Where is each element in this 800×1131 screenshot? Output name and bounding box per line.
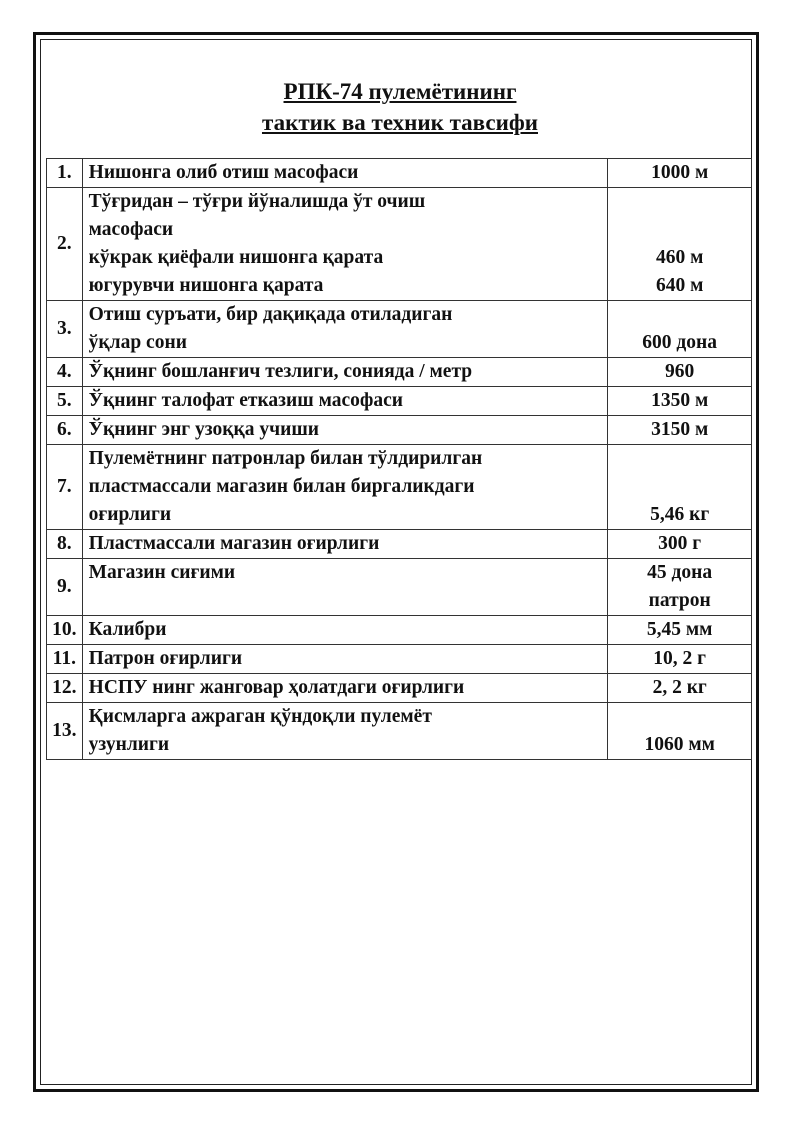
value-line: 45 дона [647,562,713,583]
value-line: 1350 м [651,390,709,411]
title-line-2: тактик ва техник тавсифи [261,110,538,135]
value-line: 3150 м [651,419,709,440]
title-line-1: РПК-74 пулемётининг [283,79,517,104]
row-value [608,530,752,559]
value-line: 460 м [655,247,704,268]
row-number: 12. [47,674,83,703]
description-line: узунлиги [88,734,170,755]
specifications-table [46,158,752,760]
row-value [608,416,752,445]
description-line: Қисмларга ажраган қўндоқли пулемёт [88,706,432,727]
description-line: Ўқнинг энг узоққа учиши [88,419,320,440]
description-line: Ўқнинг талофат етказиш масофаси [88,390,404,411]
value-line: 2, 2 кг [652,677,707,698]
description-line: кўкрак қиёфали нишонга қарата [88,247,384,268]
row-description [82,703,608,760]
specifications-table-body [47,159,752,760]
value-line: 1000 м [651,162,709,183]
row-description [82,616,608,645]
row-value [608,559,752,616]
description-line: ўқлар сони [88,332,187,353]
table-row [47,530,752,559]
row-number: 13. [47,703,83,760]
row-value [608,674,752,703]
table-row [47,445,752,530]
row-value [608,387,752,416]
table-row [47,416,752,445]
row-number: 10. [47,616,83,645]
row-description [82,301,608,358]
row-description [82,559,608,616]
table-row [47,703,752,760]
description-line: югурувчи нишонга қарата [88,275,324,296]
description-line: Нишонга олиб отиш масофаси [88,162,359,183]
row-description [82,387,608,416]
row-number: 6. [47,416,83,445]
row-number: 11. [47,645,83,674]
row-description [82,159,608,188]
description-line: НСПУ нинг жанговар ҳолатдаги оғирлиги [88,677,465,698]
row-value [608,301,752,358]
row-value [608,159,752,188]
description-line: Тўғридан – тўғри йўналишда ўт очиш [88,191,426,212]
table-row [47,559,752,616]
row-number: 5. [47,387,83,416]
value-line: 300 г [658,533,702,554]
value-line: 1060 мм [644,734,715,755]
value-line: 5,46 кг [650,504,710,525]
row-number: 1. [47,159,83,188]
row-value [608,616,752,645]
row-number: 8. [47,530,83,559]
table-row [47,616,752,645]
row-description [82,188,608,301]
row-value [608,703,752,760]
row-number: 2. [47,188,83,301]
row-description [82,674,608,703]
table-row [47,358,752,387]
value-line: 5,45 мм [646,619,713,640]
row-number: 4. [47,358,83,387]
table-row [47,674,752,703]
row-number: 7. [47,445,83,530]
row-description [82,358,608,387]
description-line: пластмассали магазин билан биргаликдаги [88,476,475,497]
description-line: масофаси [88,219,174,240]
value-line: 640 м [655,275,704,296]
table-row [47,301,752,358]
description-line: Отиш суръати, бир дақиқада отиладиган [88,304,453,325]
value-line: 600 дона [642,332,718,353]
row-number: 3. [47,301,83,358]
table-row [47,188,752,301]
row-value [608,445,752,530]
row-value [608,358,752,387]
description-line: оғирлиги [88,504,172,525]
row-value [608,645,752,674]
description-line: Магазин сиғими [88,562,236,583]
row-description [82,645,608,674]
row-description [82,445,608,530]
description-line: Пластмассали магазин оғирлиги [88,533,380,554]
row-value [608,188,752,301]
description-line: Калибри [88,619,167,640]
value-line: 10, 2 г [653,648,707,669]
description-line: Патрон оғирлиги [88,648,243,669]
table-row [47,159,752,188]
table-row [47,645,752,674]
row-description [82,416,608,445]
table-row [47,387,752,416]
row-number: 9. [47,559,83,616]
row-description [82,530,608,559]
value-line: патрон [648,590,711,611]
description-line: Пулемётнинг патронлар билан тўлдирилган [88,448,483,469]
description-line: Ўқнинг бошланғич тезлиги, сонияда / метр [88,361,473,382]
value-line: 960 [665,361,695,382]
document-title [0,76,800,138]
